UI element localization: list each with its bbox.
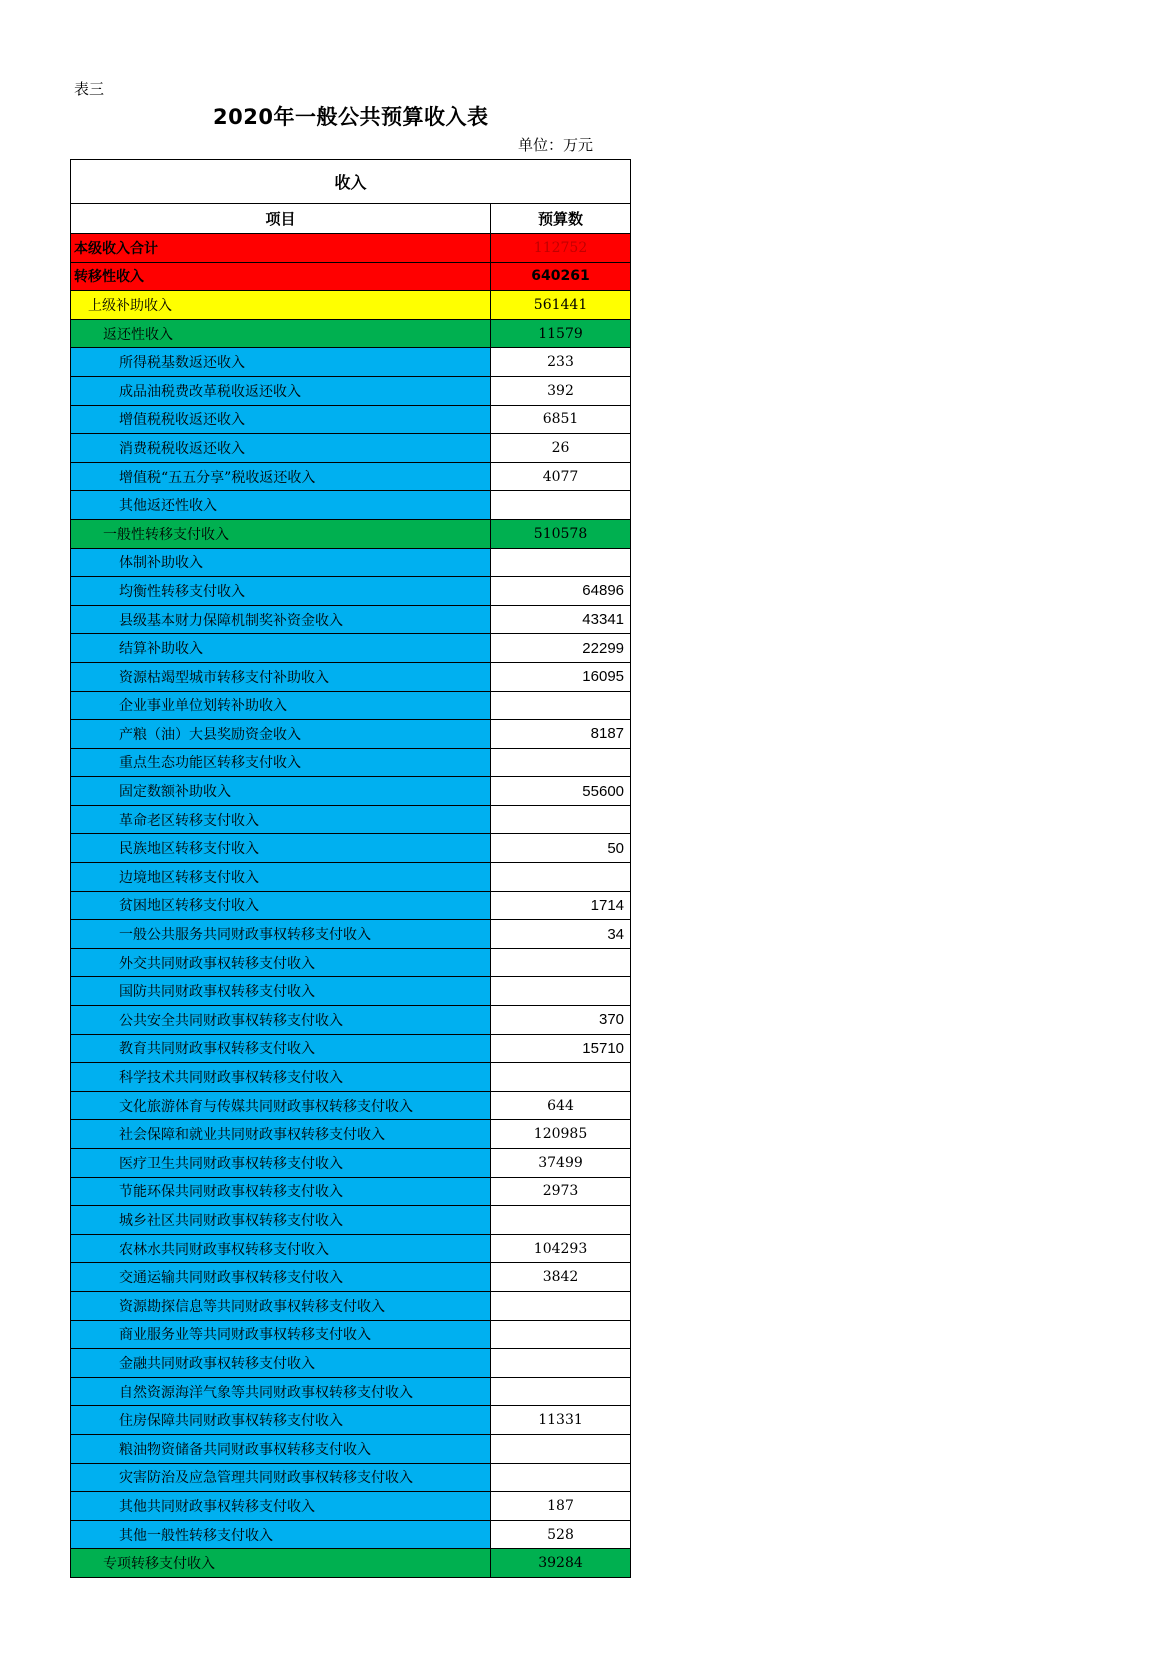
table-row (71, 605, 631, 634)
row-budget-value: 3842 (491, 1263, 631, 1292)
row-budget-value: 561441 (491, 291, 631, 320)
table-row (71, 1120, 631, 1149)
row-budget-value: 510578 (491, 519, 631, 548)
row-budget-value (491, 1434, 631, 1463)
table-row (71, 891, 631, 920)
table-row (71, 519, 631, 548)
header-item: 项目 (71, 204, 491, 234)
row-budget-value: 392 (491, 376, 631, 405)
row-budget-value (491, 548, 631, 577)
table-row (71, 662, 631, 691)
row-item-name: 贫困地区转移支付收入 (71, 891, 491, 920)
row-item-name: 革命老区转移支付收入 (71, 805, 491, 834)
table-body (71, 160, 631, 1578)
row-budget-value (491, 948, 631, 977)
row-budget-value (491, 1320, 631, 1349)
row-item-name: 医疗卫生共同财政事权转移支付收入 (71, 1149, 491, 1178)
table-row (71, 1177, 631, 1206)
table-row (71, 1406, 631, 1435)
table-row (71, 291, 631, 320)
table-row (71, 1263, 631, 1292)
row-item-name: 文化旅游体育与传媒共同财政事权转移支付收入 (71, 1091, 491, 1120)
row-budget-value: 644 (491, 1091, 631, 1120)
row-item-name: 住房保障共同财政事权转移支付收入 (71, 1406, 491, 1435)
table-header-main (71, 160, 631, 204)
row-item-name: 县级基本财力保障机制奖补资金收入 (71, 605, 491, 634)
page-title: 2020年一般公共预算收入表 (213, 105, 489, 129)
header-budget: 预算数 (491, 204, 631, 234)
row-budget-value: 26 (491, 434, 631, 463)
row-budget-value: 4077 (491, 462, 631, 491)
row-item-name: 资源勘探信息等共同财政事权转移支付收入 (71, 1291, 491, 1320)
row-budget-value: 233 (491, 348, 631, 377)
row-budget-value (491, 491, 631, 520)
table-row (71, 434, 631, 463)
row-budget-value: 528 (491, 1520, 631, 1549)
row-item-name: 专项转移支付收入 (71, 1549, 491, 1578)
row-item-name: 本级收入合计 (71, 234, 491, 263)
table-row (71, 691, 631, 720)
row-item-name: 民族地区转移支付收入 (71, 834, 491, 863)
header-income: 收入 (71, 160, 631, 204)
table-row (71, 948, 631, 977)
row-budget-value (491, 1206, 631, 1235)
row-item-name: 转移性收入 (71, 262, 491, 291)
row-budget-value: 1714 (491, 891, 631, 920)
row-item-name: 企业事业单位划转补助收入 (71, 691, 491, 720)
table-row (71, 720, 631, 749)
table-row (71, 348, 631, 377)
row-budget-value: 8187 (491, 720, 631, 749)
row-item-name: 国防共同财政事权转移支付收入 (71, 977, 491, 1006)
table-row (71, 634, 631, 663)
table-row (71, 1149, 631, 1178)
row-budget-value: 16095 (491, 662, 631, 691)
table-row (71, 577, 631, 606)
row-item-name: 教育共同财政事权转移支付收入 (71, 1034, 491, 1063)
row-item-name: 其他一般性转移支付收入 (71, 1520, 491, 1549)
table-row (71, 319, 631, 348)
row-budget-value (491, 1349, 631, 1378)
row-item-name: 成品油税费改革税收返还收入 (71, 376, 491, 405)
row-budget-value (491, 1291, 631, 1320)
table-row (71, 748, 631, 777)
row-budget-value (491, 863, 631, 892)
row-budget-value: 22299 (491, 634, 631, 663)
table-row (71, 234, 631, 263)
row-item-name: 公共安全共同财政事权转移支付收入 (71, 1006, 491, 1035)
table-row (71, 262, 631, 291)
row-item-name: 城乡社区共同财政事权转移支付收入 (71, 1206, 491, 1235)
table-row (71, 376, 631, 405)
row-item-name: 一般公共服务共同财政事权转移支付收入 (71, 920, 491, 949)
table-row (71, 863, 631, 892)
table-row (71, 1206, 631, 1235)
row-budget-value (491, 1377, 631, 1406)
table-row (71, 1006, 631, 1035)
row-item-name: 农林水共同财政事权转移支付收入 (71, 1234, 491, 1263)
row-item-name: 固定数额补助收入 (71, 777, 491, 806)
row-budget-value: 112752 (491, 234, 631, 263)
row-item-name: 增值税税收返还收入 (71, 405, 491, 434)
row-item-name: 社会保障和就业共同财政事权转移支付收入 (71, 1120, 491, 1149)
row-item-name: 其他返还性收入 (71, 491, 491, 520)
table-row (71, 1463, 631, 1492)
row-budget-value: 640261 (491, 262, 631, 291)
table-row (71, 1234, 631, 1263)
table-row (71, 805, 631, 834)
table-row (71, 1377, 631, 1406)
row-item-name: 灾害防治及应急管理共同财政事权转移支付收入 (71, 1463, 491, 1492)
row-item-name: 金融共同财政事权转移支付收入 (71, 1349, 491, 1378)
row-budget-value: 120985 (491, 1120, 631, 1149)
table-row (71, 491, 631, 520)
table-row (71, 1291, 631, 1320)
row-budget-value (491, 748, 631, 777)
table-row (71, 1349, 631, 1378)
row-item-name: 粮油物资储备共同财政事权转移支付收入 (71, 1434, 491, 1463)
row-item-name: 科学技术共同财政事权转移支付收入 (71, 1063, 491, 1092)
row-item-name: 节能环保共同财政事权转移支付收入 (71, 1177, 491, 1206)
revenue-table (70, 159, 631, 1578)
row-item-name: 边境地区转移支付收入 (71, 863, 491, 892)
row-budget-value (491, 1063, 631, 1092)
row-budget-value (491, 1463, 631, 1492)
row-item-name: 返还性收入 (71, 319, 491, 348)
table-row (71, 1091, 631, 1120)
table-row (71, 920, 631, 949)
row-budget-value: 370 (491, 1006, 631, 1035)
row-item-name: 增值税“五五分享”税收返还收入 (71, 462, 491, 491)
row-item-name: 一般性转移支付收入 (71, 519, 491, 548)
row-budget-value: 50 (491, 834, 631, 863)
row-budget-value (491, 805, 631, 834)
row-budget-value: 39284 (491, 1549, 631, 1578)
row-budget-value: 104293 (491, 1234, 631, 1263)
row-item-name: 重点生态功能区转移支付收入 (71, 748, 491, 777)
row-budget-value: 15710 (491, 1034, 631, 1063)
row-item-name: 交通运输共同财政事权转移支付收入 (71, 1263, 491, 1292)
table-row (71, 777, 631, 806)
row-budget-value: 37499 (491, 1149, 631, 1178)
row-budget-value: 43341 (491, 605, 631, 634)
unit-label: 单位：万元 (518, 136, 594, 154)
row-budget-value: 2973 (491, 1177, 631, 1206)
row-item-name: 自然资源海洋气象等共同财政事权转移支付收入 (71, 1377, 491, 1406)
table-header-columns (71, 204, 631, 234)
row-budget-value (491, 977, 631, 1006)
table-row (71, 462, 631, 491)
row-item-name: 均衡性转移支付收入 (71, 577, 491, 606)
row-item-name: 资源枯竭型城市转移支付补助收入 (71, 662, 491, 691)
table-row (71, 1434, 631, 1463)
table-row (71, 977, 631, 1006)
sheet-label: 表三 (74, 80, 105, 98)
table-row (71, 1063, 631, 1092)
row-budget-value: 34 (491, 920, 631, 949)
row-item-name: 体制补助收入 (71, 548, 491, 577)
table-row (71, 548, 631, 577)
row-item-name: 消费税税收返还收入 (71, 434, 491, 463)
row-item-name: 其他共同财政事权转移支付收入 (71, 1492, 491, 1521)
row-item-name: 上级补助收入 (71, 291, 491, 320)
table-row (71, 1320, 631, 1349)
row-budget-value (491, 691, 631, 720)
table-row (71, 1034, 631, 1063)
row-budget-value: 64896 (491, 577, 631, 606)
table-row (71, 1492, 631, 1521)
row-budget-value: 11579 (491, 319, 631, 348)
row-item-name: 结算补助收入 (71, 634, 491, 663)
table-row (71, 405, 631, 434)
row-budget-value: 187 (491, 1492, 631, 1521)
row-item-name: 商业服务业等共同财政事权转移支付收入 (71, 1320, 491, 1349)
table-row (71, 834, 631, 863)
row-item-name: 所得税基数返还收入 (71, 348, 491, 377)
row-budget-value: 55600 (491, 777, 631, 806)
table-row (71, 1520, 631, 1549)
row-item-name: 产粮（油）大县奖励资金收入 (71, 720, 491, 749)
row-item-name: 外交共同财政事权转移支付收入 (71, 948, 491, 977)
row-budget-value: 11331 (491, 1406, 631, 1435)
table-row (71, 1549, 631, 1578)
row-budget-value: 6851 (491, 405, 631, 434)
